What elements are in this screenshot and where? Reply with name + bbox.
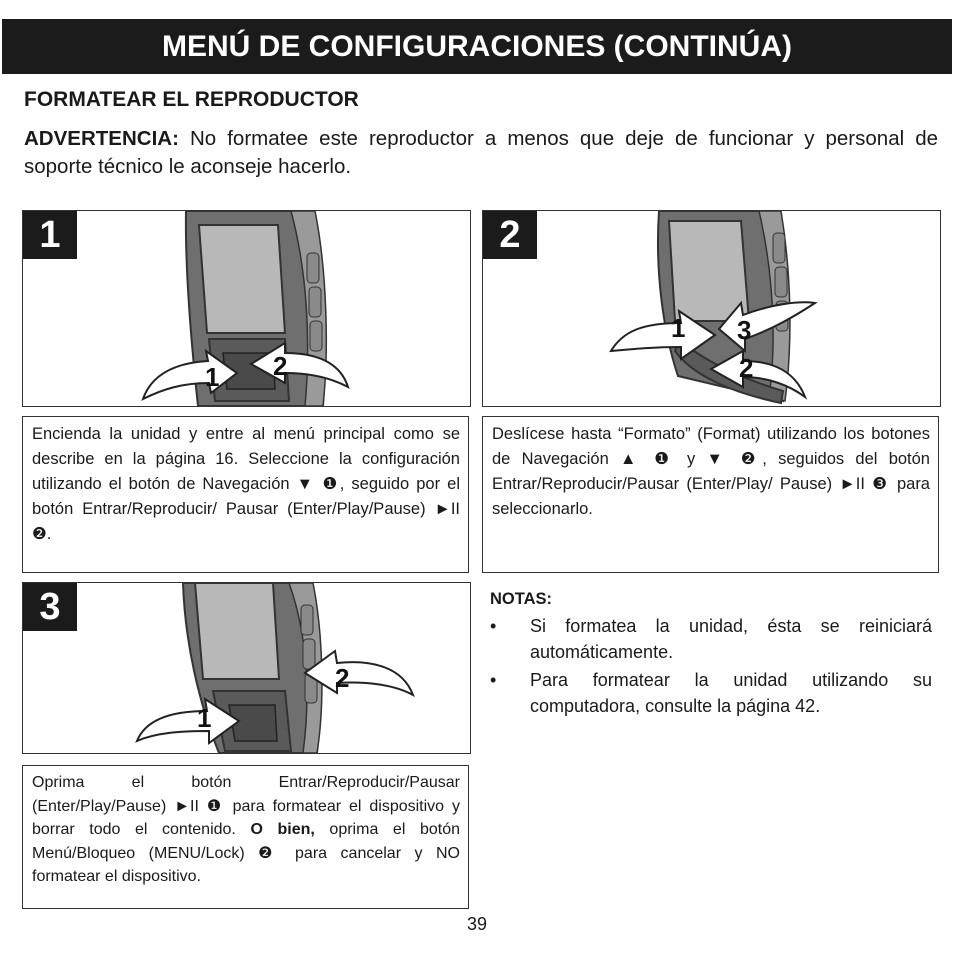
step-3-text-part1: Oprima el botón Entrar/Reproducir/Pausar (Enter/Play/Pause) ►II ❶ para formatear el dispositivo y borrar todo el contenido. [32, 774, 460, 838]
step-2-text: Deslícese hasta “Formato” (Format) utilizando los botones de Navegación ▲ ❶ y ▼ ❷, seguidos del botón Entrar/Reproducir/Pausar (Enter/Play/ Pause) ►II ❸ para seleccionarlo. [482, 416, 939, 573]
step-3-text [22, 765, 469, 909]
note-text: Para formatear la unidad utilizando su computadora, consulte la página 42. [530, 670, 932, 716]
page-title-banner [2, 19, 952, 74]
note-item [490, 667, 932, 719]
arrow-label-2: 2 [335, 663, 350, 693]
mp3-player-illustration [23, 583, 470, 753]
bullet: • [490, 670, 497, 690]
warning-paragraph [24, 125, 938, 181]
arrow-label-3: 3 [737, 315, 752, 345]
step-number-badge: 2 [483, 211, 537, 259]
notes-section [490, 590, 932, 721]
arrow-label-1: 1 [205, 362, 220, 392]
section-title: FORMATEAR EL REPRODUCTOR [24, 88, 359, 111]
step-3-text-bold: O bien, [250, 821, 315, 838]
arrow-label-2: 2 [739, 353, 754, 383]
warning-label: ADVERTENCIA: [24, 127, 179, 150]
step-number-badge: 3 [23, 583, 77, 631]
mp3-player-illustration [23, 211, 470, 406]
page-title: MENÚ DE CONFIGURACIONES (CONTINÚA) [162, 30, 792, 63]
warning-text: No formatee este reproductor a menos que deje de funcionar y personal de soporte técnico le aconseje hacerlo. [24, 127, 938, 178]
step-number-badge: 1 [23, 211, 77, 259]
arrow-label-1: 1 [197, 703, 212, 733]
mp3-player-illustration [483, 211, 940, 406]
step-3-illustration [22, 582, 471, 754]
step-1-illustration [22, 210, 471, 407]
step-2-illustration [482, 210, 941, 407]
note-text: Si formatea la unidad, ésta se reiniciará automáticamente. [530, 616, 932, 662]
page-number: 39 [466, 914, 488, 934]
step-3-text-part2: oprima el botón Menú/Bloqueo (MENU/Lock) ❷ para cancelar y NO formatear el dispositivo. [32, 821, 461, 885]
bullet: • [490, 616, 497, 636]
note-item [490, 613, 932, 665]
step-1-text: Encienda la unidad y entre al menú principal como se describe en la página 16. Seleccione la configuración utilizando el botón de Navegación ▼ ❶, seguido por el botón Entrar/Reproducir/ Pausar (Enter/Play/Pause) ►II ❷. [22, 416, 469, 573]
arrow-label-1: 1 [671, 313, 686, 343]
notes-title: NOTAS: [490, 590, 553, 608]
arrow-label-2: 2 [273, 351, 288, 381]
